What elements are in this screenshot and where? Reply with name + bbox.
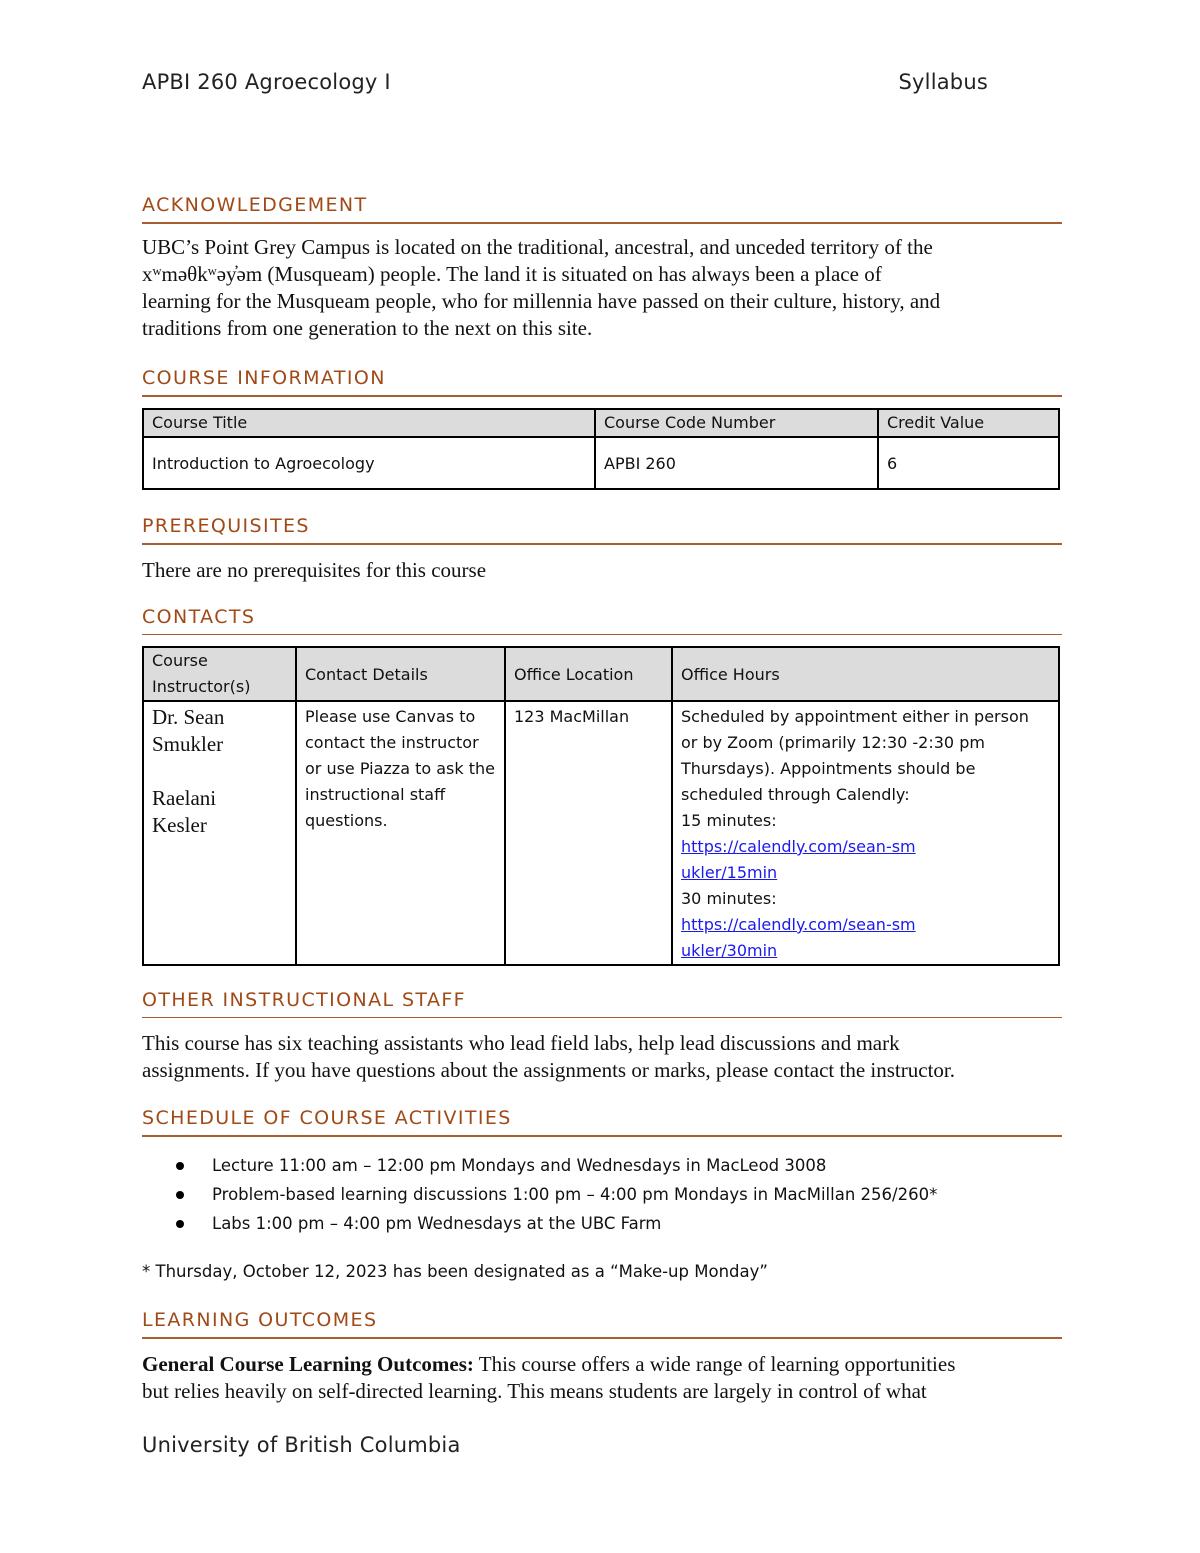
contacts-heading: CONTACTS	[142, 606, 256, 628]
list-item	[142, 1151, 1062, 1180]
bullet-icon	[176, 1191, 184, 1199]
acknowledgement-section	[142, 192, 1062, 342]
acknowledgement-line: learning for the Musqueam people, who for millennia have passed on their culture, history, and	[142, 289, 941, 313]
learning-outcomes-lead: General Course Learning Outcomes:	[142, 1352, 474, 1376]
header-office-hours: Office Hours	[672, 647, 1059, 701]
table-header-row	[143, 647, 1059, 701]
table-row	[143, 437, 1059, 489]
link-15-label: 15 minutes:	[681, 811, 777, 830]
contacts-table	[142, 646, 1060, 966]
prerequisites-heading: PREREQUISITES	[142, 515, 310, 537]
learning-outcomes-text	[142, 1351, 1062, 1405]
table-row	[143, 701, 1059, 965]
bullet-icon	[176, 1162, 184, 1170]
course-information-table	[142, 408, 1060, 490]
header-instructors: Course Instructor(s)	[143, 647, 296, 701]
schedule-item-text: Lecture 11:00 am – 12:00 pm Mondays and Wednesdays in MacLeod 3008	[212, 1156, 827, 1175]
schedule-list	[142, 1151, 1062, 1238]
schedule-section	[142, 1105, 1062, 1281]
office-hours-text: Scheduled by appointment either in person or by Zoom (primarily 12:30 -2:30 pm Thursdays). Appointments should be scheduled through Calendly:	[681, 707, 1029, 804]
contacts-section	[142, 604, 1062, 635]
prerequisites-text: There are no prerequisites for this course	[142, 558, 487, 582]
learning-outcomes-section	[142, 1307, 1062, 1405]
bullet-icon	[176, 1220, 184, 1228]
list-item	[142, 1209, 1062, 1238]
contact-details-cell: Please use Canvas to contact the instructor or use Piazza to ask the instructional staff questions.	[296, 701, 505, 965]
schedule-item-text: Problem-based learning discussions 1:00 pm – 4:00 pm Mondays in MacMillan 256/260*	[212, 1185, 938, 1204]
header-course-title: Course Title	[143, 409, 595, 437]
other-staff-heading: OTHER INSTRUCTIONAL STAFF	[142, 989, 466, 1011]
calendly-30min-link[interactable]: https://calendly.com/sean-smukler/30min	[681, 915, 916, 960]
header-course-code: Course Code Number	[595, 409, 878, 437]
acknowledgement-line: xʷməθkʷəy̓əm (Musqueam) people. The land it is situated on has always been a place of	[142, 262, 882, 286]
office-hours-cell	[672, 701, 1059, 965]
instructors-cell	[143, 701, 296, 965]
footer-institution: University of British Columbia	[142, 1433, 461, 1457]
section-divider	[142, 1337, 1062, 1339]
learning-outcomes-line: but relies heavily on self-directed learning. This means students are largely in control of what	[142, 1379, 927, 1403]
acknowledgement-heading: ACKNOWLEDGEMENT	[142, 194, 368, 216]
header-doc-type: Syllabus	[898, 70, 988, 94]
course-information-heading: COURSE INFORMATION	[142, 367, 386, 389]
other-staff-text	[142, 1030, 1062, 1084]
acknowledgement-line: traditions from one generation to the next on this site.	[142, 316, 593, 340]
instructor-name: Dr. Sean Smukler	[152, 705, 225, 756]
acknowledgement-line: UBC’s Point Grey Campus is located on the traditional, ancestral, and unceded territory of the	[142, 235, 933, 259]
section-divider	[142, 222, 1062, 224]
table-header-row	[143, 409, 1059, 437]
header-credit-value: Credit Value	[878, 409, 1059, 437]
credit-value: 6	[878, 437, 1059, 489]
other-staff-line: This course has six teaching assistants who lead field labs, help lead discussions and mark	[142, 1031, 900, 1055]
link-30-label: 30 minutes:	[681, 889, 777, 908]
header-contact-details: Contact Details	[296, 647, 505, 701]
schedule-note: * Thursday, October 12, 2023 has been designated as a “Make-up Monday”	[142, 1262, 768, 1281]
schedule-item-text: Labs 1:00 pm – 4:00 pm Wednesdays at the UBC Farm	[212, 1214, 662, 1233]
instructor-name: Raelani Kesler	[152, 786, 217, 837]
section-divider	[142, 395, 1062, 397]
section-divider	[142, 634, 1062, 635]
other-staff-section	[142, 987, 1062, 1084]
header-course-name: APBI 260 Agroecology I	[142, 70, 391, 94]
other-staff-line: assignments. If you have questions about the assignments or marks, please contact the instructor.	[142, 1058, 955, 1082]
header-office-location: Office Location	[505, 647, 672, 701]
section-divider	[142, 1135, 1062, 1137]
learning-outcomes-line: This course offers a wide range of learning opportunities	[473, 1352, 956, 1376]
calendly-15min-link[interactable]: https://calendly.com/sean-smukler/15min	[681, 837, 916, 882]
course-title-value: Introduction to Agroecology	[143, 437, 595, 489]
schedule-heading: SCHEDULE OF COURSE ACTIVITIES	[142, 1107, 512, 1129]
list-item	[142, 1180, 1062, 1209]
learning-outcomes-heading: LEARNING OUTCOMES	[142, 1309, 378, 1331]
course-information-section	[142, 365, 1062, 397]
section-divider	[142, 543, 1062, 545]
course-code-value: APBI 260	[595, 437, 878, 489]
office-location-cell: 123 MacMillan	[505, 701, 672, 965]
acknowledgement-text	[142, 234, 1062, 342]
section-divider	[142, 1017, 1062, 1018]
prerequisites-section	[142, 513, 1062, 584]
